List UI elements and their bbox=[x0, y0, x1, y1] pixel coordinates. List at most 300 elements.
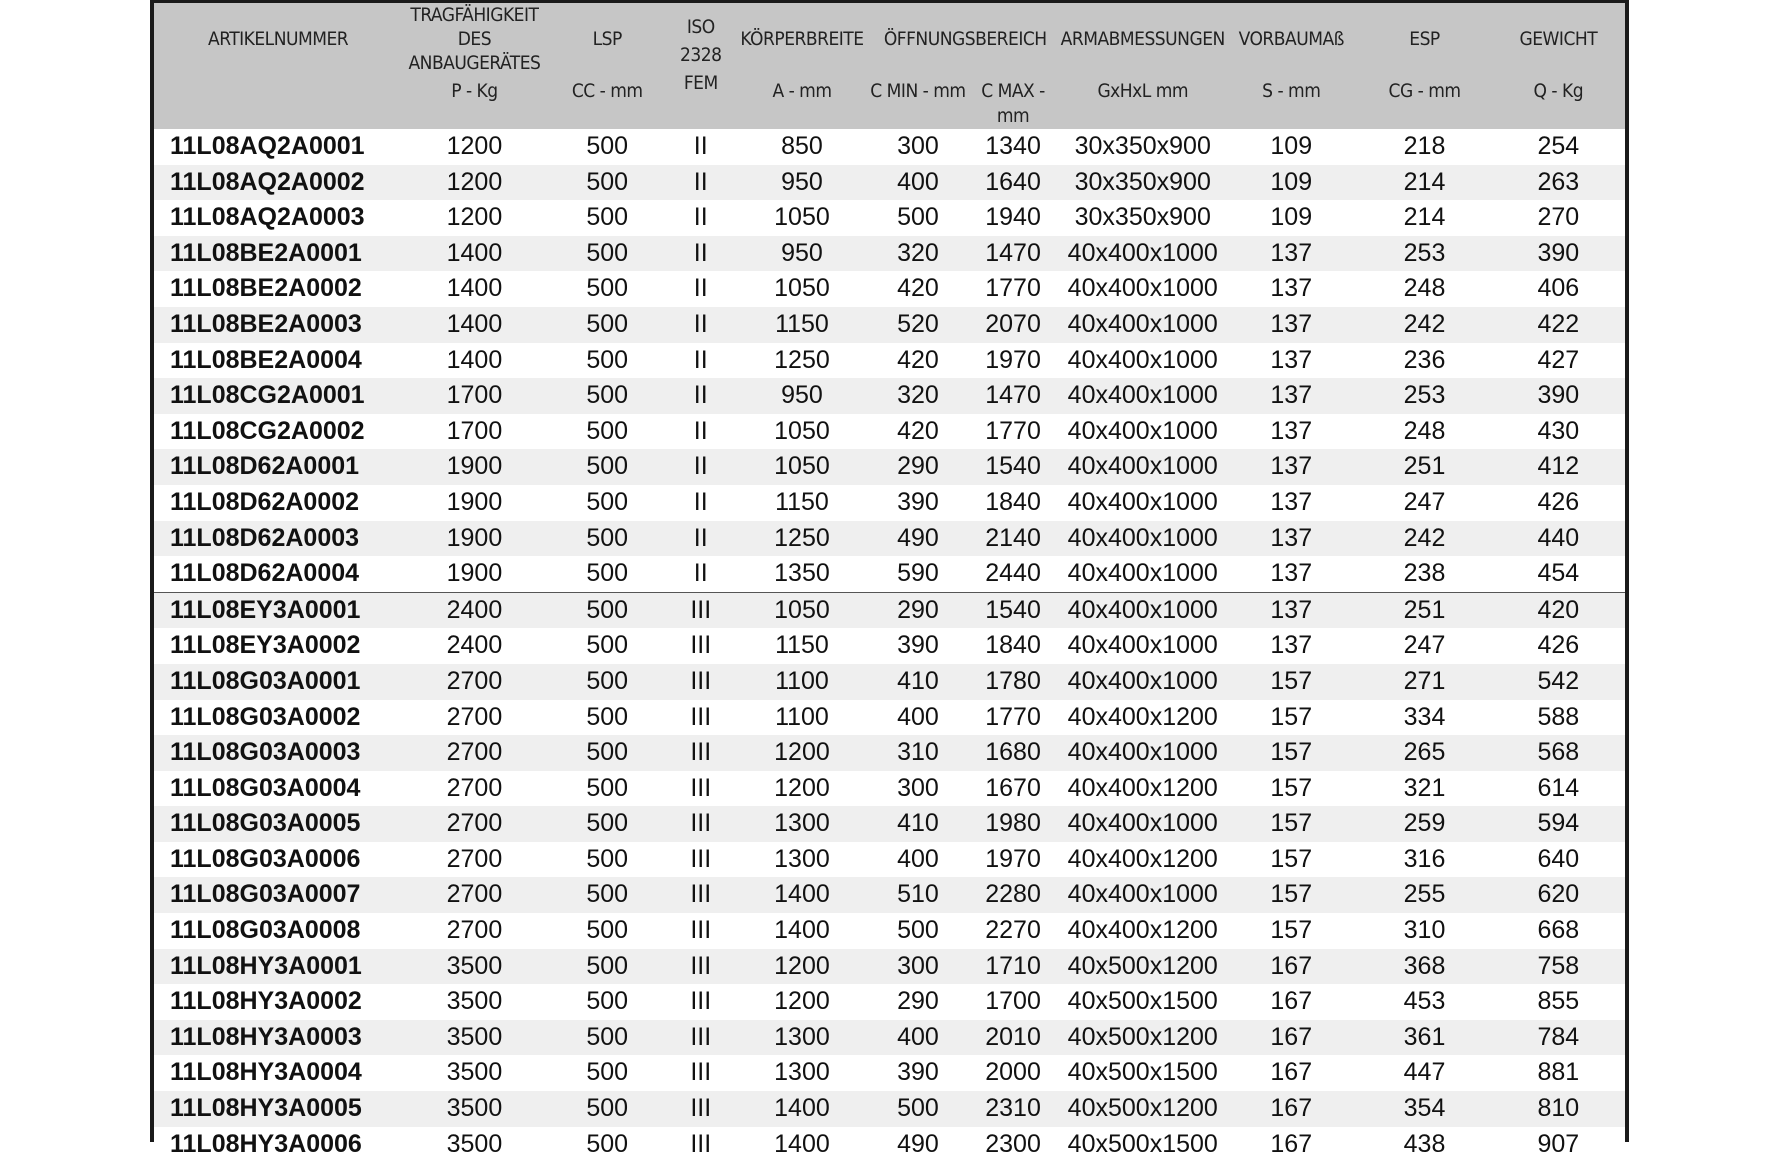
cell-tragfaehigkeit: 1700 bbox=[402, 378, 546, 414]
cell-esp: 334 bbox=[1357, 700, 1491, 736]
cell-koerperbreite: 1050 bbox=[734, 200, 870, 236]
cell-tragfaehigkeit: 3500 bbox=[402, 1127, 546, 1162]
cell-koerperbreite: 950 bbox=[734, 378, 870, 414]
cell-vorbaumass: 137 bbox=[1225, 485, 1357, 521]
table-row bbox=[154, 842, 1625, 878]
cell-iso: III bbox=[668, 1127, 734, 1162]
header-c-min-unit: C MIN - mm bbox=[870, 75, 966, 129]
header-oeffnungsbereich: ÖFFNUNGSBEREICH bbox=[870, 3, 1060, 75]
cell-esp: 361 bbox=[1357, 1020, 1491, 1056]
cell-c-min: 420 bbox=[870, 271, 966, 307]
cell-vorbaumass: 137 bbox=[1225, 236, 1357, 272]
cell-gewicht: 855 bbox=[1492, 984, 1625, 1020]
cell-lsp: 500 bbox=[547, 378, 668, 414]
cell-c-min: 590 bbox=[870, 556, 966, 592]
table-row bbox=[154, 735, 1625, 771]
cell-lsp: 500 bbox=[547, 806, 668, 842]
cell-iso: III bbox=[668, 1055, 734, 1091]
cell-c-max: 1770 bbox=[966, 700, 1061, 736]
cell-lsp: 500 bbox=[547, 307, 668, 343]
cell-artikelnummer: 11L08G03A0005 bbox=[154, 806, 402, 842]
cell-gewicht: 454 bbox=[1492, 556, 1625, 592]
cell-c-min: 390 bbox=[870, 1055, 966, 1091]
cell-c-min: 320 bbox=[870, 378, 966, 414]
cell-tragfaehigkeit: 2700 bbox=[402, 913, 546, 949]
cell-lsp: 500 bbox=[547, 129, 668, 165]
cell-artikelnummer: 11L08CG2A0001 bbox=[154, 378, 402, 414]
cell-koerperbreite: 1050 bbox=[734, 414, 870, 450]
cell-esp: 255 bbox=[1357, 877, 1491, 913]
cell-iso: III bbox=[668, 1091, 734, 1127]
cell-koerperbreite: 1100 bbox=[734, 700, 870, 736]
cell-c-max: 1640 bbox=[966, 165, 1061, 201]
cell-vorbaumass: 137 bbox=[1225, 378, 1357, 414]
cell-c-max: 1970 bbox=[966, 842, 1061, 878]
cell-armabmessungen: 40x400x1000 bbox=[1060, 521, 1225, 557]
table-row bbox=[154, 200, 1625, 236]
cell-esp: 218 bbox=[1357, 129, 1491, 165]
cell-lsp: 500 bbox=[547, 735, 668, 771]
cell-artikelnummer: 11L08G03A0002 bbox=[154, 700, 402, 736]
cell-armabmessungen: 40x500x1500 bbox=[1060, 984, 1225, 1020]
cell-tragfaehigkeit: 3500 bbox=[402, 949, 546, 985]
cell-iso: II bbox=[668, 165, 734, 201]
cell-esp: 251 bbox=[1357, 449, 1491, 485]
cell-gewicht: 568 bbox=[1492, 735, 1625, 771]
cell-koerperbreite: 1250 bbox=[734, 521, 870, 557]
cell-vorbaumass: 137 bbox=[1225, 307, 1357, 343]
cell-gewicht: 810 bbox=[1492, 1091, 1625, 1127]
cell-armabmessungen: 40x400x1000 bbox=[1060, 485, 1225, 521]
cell-gewicht: 406 bbox=[1492, 271, 1625, 307]
cell-c-max: 1540 bbox=[966, 592, 1061, 628]
cell-tragfaehigkeit: 1900 bbox=[402, 485, 546, 521]
table-row bbox=[154, 1020, 1625, 1056]
cell-iso: II bbox=[668, 378, 734, 414]
header-gewicht-unit: Q - Kg bbox=[1492, 75, 1625, 129]
cell-tragfaehigkeit: 3500 bbox=[402, 1055, 546, 1091]
cell-gewicht: 542 bbox=[1492, 664, 1625, 700]
cell-vorbaumass: 137 bbox=[1225, 414, 1357, 450]
header-gewicht: GEWICHT bbox=[1492, 3, 1625, 75]
cell-artikelnummer: 11L08G03A0007 bbox=[154, 877, 402, 913]
header-vorbaumass: VORBAUMAß bbox=[1225, 3, 1357, 75]
cell-koerperbreite: 1050 bbox=[734, 592, 870, 628]
cell-lsp: 500 bbox=[547, 877, 668, 913]
cell-c-min: 500 bbox=[870, 1091, 966, 1127]
cell-c-max: 2310 bbox=[966, 1091, 1061, 1127]
cell-koerperbreite: 1150 bbox=[734, 628, 870, 664]
cell-tragfaehigkeit: 2700 bbox=[402, 842, 546, 878]
cell-gewicht: 907 bbox=[1492, 1127, 1625, 1162]
cell-c-max: 1980 bbox=[966, 806, 1061, 842]
header-tragfaehigkeit-unit: P - Kg bbox=[402, 75, 546, 129]
cell-vorbaumass: 109 bbox=[1225, 200, 1357, 236]
cell-armabmessungen: 40x400x1000 bbox=[1060, 414, 1225, 450]
table-row bbox=[154, 485, 1625, 521]
cell-lsp: 500 bbox=[547, 165, 668, 201]
cell-esp: 310 bbox=[1357, 913, 1491, 949]
cell-vorbaumass: 167 bbox=[1225, 1091, 1357, 1127]
cell-armabmessungen: 40x400x1000 bbox=[1060, 449, 1225, 485]
cell-artikelnummer: 11L08G03A0004 bbox=[154, 771, 402, 807]
cell-iso: III bbox=[668, 806, 734, 842]
cell-armabmessungen: 40x400x1000 bbox=[1060, 664, 1225, 700]
cell-vorbaumass: 157 bbox=[1225, 842, 1357, 878]
cell-koerperbreite: 1250 bbox=[734, 343, 870, 379]
cell-esp: 238 bbox=[1357, 556, 1491, 592]
cell-artikelnummer: 11L08D62A0003 bbox=[154, 521, 402, 557]
cell-c-min: 510 bbox=[870, 877, 966, 913]
cell-gewicht: 758 bbox=[1492, 949, 1625, 985]
cell-iso: III bbox=[668, 842, 734, 878]
cell-esp: 321 bbox=[1357, 771, 1491, 807]
cell-armabmessungen: 40x400x1200 bbox=[1060, 771, 1225, 807]
cell-vorbaumass: 167 bbox=[1225, 1020, 1357, 1056]
cell-c-max: 1540 bbox=[966, 449, 1061, 485]
cell-vorbaumass: 157 bbox=[1225, 700, 1357, 736]
header-esp-unit: CG - mm bbox=[1357, 75, 1491, 129]
cell-iso: II bbox=[668, 200, 734, 236]
cell-c-min: 420 bbox=[870, 414, 966, 450]
cell-iso: III bbox=[668, 771, 734, 807]
cell-iso: III bbox=[668, 628, 734, 664]
cell-lsp: 500 bbox=[547, 664, 668, 700]
cell-artikelnummer: 11L08HY3A0005 bbox=[154, 1091, 402, 1127]
cell-c-min: 290 bbox=[870, 449, 966, 485]
cell-gewicht: 614 bbox=[1492, 771, 1625, 807]
cell-vorbaumass: 137 bbox=[1225, 449, 1357, 485]
cell-c-max: 2000 bbox=[966, 1055, 1061, 1091]
cell-c-min: 400 bbox=[870, 165, 966, 201]
cell-tragfaehigkeit: 1400 bbox=[402, 271, 546, 307]
cell-iso: II bbox=[668, 485, 734, 521]
cell-gewicht: 440 bbox=[1492, 521, 1625, 557]
cell-iso: II bbox=[668, 449, 734, 485]
cell-iso: III bbox=[668, 592, 734, 628]
cell-vorbaumass: 157 bbox=[1225, 877, 1357, 913]
header-tragfaehigkeit-line1: TRAGFÄHIGKEIT DES bbox=[410, 4, 539, 50]
cell-koerperbreite: 1100 bbox=[734, 664, 870, 700]
cell-lsp: 500 bbox=[547, 271, 668, 307]
cell-tragfaehigkeit: 1400 bbox=[402, 307, 546, 343]
table-row bbox=[154, 343, 1625, 379]
table-row bbox=[154, 556, 1625, 592]
cell-tragfaehigkeit: 1200 bbox=[402, 129, 546, 165]
cell-c-min: 490 bbox=[870, 1127, 966, 1162]
header-iso-line2: 2328 bbox=[680, 44, 722, 66]
cell-gewicht: 668 bbox=[1492, 913, 1625, 949]
cell-gewicht: 620 bbox=[1492, 877, 1625, 913]
table-row bbox=[154, 771, 1625, 807]
table-row bbox=[154, 628, 1625, 664]
cell-gewicht: 422 bbox=[1492, 307, 1625, 343]
header-iso-line1: ISO bbox=[686, 16, 715, 38]
table-row bbox=[154, 271, 1625, 307]
cell-lsp: 500 bbox=[547, 592, 668, 628]
header-armabmessungen-unit: GxHxL mm bbox=[1060, 75, 1225, 129]
cell-artikelnummer: 11L08G03A0008 bbox=[154, 913, 402, 949]
spec-table bbox=[154, 3, 1625, 1162]
cell-esp: 247 bbox=[1357, 628, 1491, 664]
cell-koerperbreite: 1300 bbox=[734, 842, 870, 878]
cell-armabmessungen: 40x400x1200 bbox=[1060, 842, 1225, 878]
cell-gewicht: 426 bbox=[1492, 485, 1625, 521]
cell-tragfaehigkeit: 1400 bbox=[402, 343, 546, 379]
cell-iso: III bbox=[668, 664, 734, 700]
cell-c-min: 300 bbox=[870, 129, 966, 165]
cell-c-max: 1670 bbox=[966, 771, 1061, 807]
cell-vorbaumass: 137 bbox=[1225, 592, 1357, 628]
cell-armabmessungen: 30x350x900 bbox=[1060, 165, 1225, 201]
cell-iso: III bbox=[668, 1020, 734, 1056]
cell-tragfaehigkeit: 2400 bbox=[402, 592, 546, 628]
cell-c-max: 2270 bbox=[966, 913, 1061, 949]
cell-koerperbreite: 1200 bbox=[734, 949, 870, 985]
cell-c-max: 1970 bbox=[966, 343, 1061, 379]
cell-koerperbreite: 1050 bbox=[734, 271, 870, 307]
cell-gewicht: 640 bbox=[1492, 842, 1625, 878]
cell-gewicht: 588 bbox=[1492, 700, 1625, 736]
cell-c-min: 390 bbox=[870, 485, 966, 521]
cell-tragfaehigkeit: 1900 bbox=[402, 449, 546, 485]
table-body bbox=[154, 129, 1625, 1162]
cell-gewicht: 430 bbox=[1492, 414, 1625, 450]
cell-gewicht: 390 bbox=[1492, 236, 1625, 272]
header-koerperbreite-unit: A - mm bbox=[734, 75, 870, 129]
cell-c-max: 2010 bbox=[966, 1020, 1061, 1056]
cell-armabmessungen: 40x500x1200 bbox=[1060, 1020, 1225, 1056]
cell-armabmessungen: 40x400x1000 bbox=[1060, 735, 1225, 771]
cell-lsp: 500 bbox=[547, 984, 668, 1020]
cell-armabmessungen: 40x500x1500 bbox=[1060, 1055, 1225, 1091]
cell-c-min: 420 bbox=[870, 343, 966, 379]
cell-esp: 354 bbox=[1357, 1091, 1491, 1127]
cell-c-min: 520 bbox=[870, 307, 966, 343]
header-tragfaehigkeit bbox=[402, 3, 546, 75]
cell-lsp: 500 bbox=[547, 485, 668, 521]
cell-artikelnummer: 11L08BE2A0002 bbox=[154, 271, 402, 307]
cell-esp: 265 bbox=[1357, 735, 1491, 771]
table-row bbox=[154, 700, 1625, 736]
cell-gewicht: 426 bbox=[1492, 628, 1625, 664]
cell-koerperbreite: 950 bbox=[734, 236, 870, 272]
header-esp: ESP bbox=[1357, 3, 1491, 75]
cell-tragfaehigkeit: 2700 bbox=[402, 664, 546, 700]
table-row bbox=[154, 129, 1625, 165]
cell-c-min: 400 bbox=[870, 700, 966, 736]
cell-koerperbreite: 950 bbox=[734, 165, 870, 201]
cell-lsp: 500 bbox=[547, 628, 668, 664]
cell-tragfaehigkeit: 1200 bbox=[402, 165, 546, 201]
cell-lsp: 500 bbox=[547, 1020, 668, 1056]
cell-artikelnummer: 11L08D62A0002 bbox=[154, 485, 402, 521]
cell-esp: 368 bbox=[1357, 949, 1491, 985]
cell-armabmessungen: 40x500x1200 bbox=[1060, 1091, 1225, 1127]
cell-iso: III bbox=[668, 949, 734, 985]
cell-gewicht: 881 bbox=[1492, 1055, 1625, 1091]
cell-artikelnummer: 11L08EY3A0002 bbox=[154, 628, 402, 664]
cell-vorbaumass: 167 bbox=[1225, 1127, 1357, 1162]
cell-iso: II bbox=[668, 271, 734, 307]
cell-esp: 453 bbox=[1357, 984, 1491, 1020]
cell-lsp: 500 bbox=[547, 949, 668, 985]
table-row bbox=[154, 1127, 1625, 1162]
cell-gewicht: 784 bbox=[1492, 1020, 1625, 1056]
cell-koerperbreite: 1400 bbox=[734, 877, 870, 913]
header-artikelnummer: ARTIKELNUMMER bbox=[154, 3, 402, 75]
cell-lsp: 500 bbox=[547, 1055, 668, 1091]
cell-c-min: 300 bbox=[870, 949, 966, 985]
cell-armabmessungen: 40x400x1000 bbox=[1060, 592, 1225, 628]
cell-vorbaumass: 137 bbox=[1225, 628, 1357, 664]
cell-vorbaumass: 137 bbox=[1225, 343, 1357, 379]
cell-iso: II bbox=[668, 343, 734, 379]
cell-vorbaumass: 167 bbox=[1225, 1055, 1357, 1091]
cell-vorbaumass: 137 bbox=[1225, 556, 1357, 592]
cell-artikelnummer: 11L08AQ2A0002 bbox=[154, 165, 402, 201]
cell-iso: II bbox=[668, 307, 734, 343]
cell-esp: 316 bbox=[1357, 842, 1491, 878]
cell-koerperbreite: 1300 bbox=[734, 806, 870, 842]
cell-c-max: 1840 bbox=[966, 628, 1061, 664]
cell-armabmessungen: 40x500x1200 bbox=[1060, 949, 1225, 985]
cell-koerperbreite: 1350 bbox=[734, 556, 870, 592]
cell-lsp: 500 bbox=[547, 236, 668, 272]
cell-esp: 214 bbox=[1357, 165, 1491, 201]
cell-armabmessungen: 40x400x1000 bbox=[1060, 628, 1225, 664]
cell-lsp: 500 bbox=[547, 449, 668, 485]
table-row bbox=[154, 984, 1625, 1020]
cell-armabmessungen: 40x400x1200 bbox=[1060, 700, 1225, 736]
cell-iso: III bbox=[668, 877, 734, 913]
cell-iso: II bbox=[668, 414, 734, 450]
cell-esp: 251 bbox=[1357, 592, 1491, 628]
table-row bbox=[154, 165, 1625, 201]
cell-tragfaehigkeit: 2700 bbox=[402, 735, 546, 771]
cell-tragfaehigkeit: 2700 bbox=[402, 700, 546, 736]
cell-c-max: 1470 bbox=[966, 236, 1061, 272]
cell-artikelnummer: 11L08HY3A0002 bbox=[154, 984, 402, 1020]
cell-c-max: 1340 bbox=[966, 129, 1061, 165]
cell-iso: III bbox=[668, 984, 734, 1020]
header-tragfaehigkeit-line2: ANBAUGERÄTES bbox=[408, 52, 541, 74]
cell-c-max: 1940 bbox=[966, 200, 1061, 236]
cell-iso: III bbox=[668, 735, 734, 771]
cell-tragfaehigkeit: 3500 bbox=[402, 984, 546, 1020]
cell-koerperbreite: 1400 bbox=[734, 1127, 870, 1162]
cell-iso: III bbox=[668, 700, 734, 736]
cell-tragfaehigkeit: 1900 bbox=[402, 521, 546, 557]
cell-c-min: 500 bbox=[870, 913, 966, 949]
cell-artikelnummer: 11L08AQ2A0001 bbox=[154, 129, 402, 165]
cell-tragfaehigkeit: 3500 bbox=[402, 1091, 546, 1127]
cell-tragfaehigkeit: 2700 bbox=[402, 877, 546, 913]
table-row bbox=[154, 592, 1625, 628]
cell-c-min: 400 bbox=[870, 842, 966, 878]
table-row bbox=[154, 949, 1625, 985]
cell-artikelnummer: 11L08HY3A0006 bbox=[154, 1127, 402, 1162]
cell-tragfaehigkeit: 2400 bbox=[402, 628, 546, 664]
cell-tragfaehigkeit: 1900 bbox=[402, 556, 546, 592]
cell-koerperbreite: 1150 bbox=[734, 307, 870, 343]
cell-lsp: 500 bbox=[547, 1127, 668, 1162]
cell-c-min: 300 bbox=[870, 771, 966, 807]
table-row bbox=[154, 521, 1625, 557]
table-row bbox=[154, 1055, 1625, 1091]
cell-esp: 248 bbox=[1357, 271, 1491, 307]
cell-c-max: 1770 bbox=[966, 271, 1061, 307]
cell-esp: 253 bbox=[1357, 236, 1491, 272]
cell-armabmessungen: 40x400x1000 bbox=[1060, 806, 1225, 842]
cell-esp: 438 bbox=[1357, 1127, 1491, 1162]
cell-vorbaumass: 109 bbox=[1225, 129, 1357, 165]
cell-iso: III bbox=[668, 913, 734, 949]
cell-vorbaumass: 157 bbox=[1225, 771, 1357, 807]
cell-koerperbreite: 1300 bbox=[734, 1020, 870, 1056]
header-lsp: LSP bbox=[547, 3, 668, 75]
cell-iso: II bbox=[668, 129, 734, 165]
cell-armabmessungen: 40x400x1000 bbox=[1060, 556, 1225, 592]
header-iso bbox=[668, 3, 734, 129]
cell-vorbaumass: 167 bbox=[1225, 984, 1357, 1020]
cell-esp: 214 bbox=[1357, 200, 1491, 236]
cell-artikelnummer: 11L08CG2A0002 bbox=[154, 414, 402, 450]
cell-lsp: 500 bbox=[547, 556, 668, 592]
cell-koerperbreite: 1050 bbox=[734, 449, 870, 485]
cell-c-max: 1710 bbox=[966, 949, 1061, 985]
cell-gewicht: 427 bbox=[1492, 343, 1625, 379]
header-vorbaumass-unit: S - mm bbox=[1225, 75, 1357, 129]
cell-armabmessungen: 40x400x1000 bbox=[1060, 307, 1225, 343]
cell-artikelnummer: 11L08G03A0001 bbox=[154, 664, 402, 700]
cell-gewicht: 390 bbox=[1492, 378, 1625, 414]
cell-tragfaehigkeit: 1700 bbox=[402, 414, 546, 450]
cell-lsp: 500 bbox=[547, 700, 668, 736]
cell-lsp: 500 bbox=[547, 343, 668, 379]
cell-lsp: 500 bbox=[547, 1091, 668, 1127]
cell-c-max: 2300 bbox=[966, 1127, 1061, 1162]
cell-vorbaumass: 157 bbox=[1225, 913, 1357, 949]
cell-vorbaumass: 167 bbox=[1225, 949, 1357, 985]
cell-koerperbreite: 1400 bbox=[734, 913, 870, 949]
cell-iso: II bbox=[668, 236, 734, 272]
cell-c-max: 1700 bbox=[966, 984, 1061, 1020]
cell-vorbaumass: 157 bbox=[1225, 664, 1357, 700]
cell-tragfaehigkeit: 2700 bbox=[402, 771, 546, 807]
cell-artikelnummer: 11L08G03A0006 bbox=[154, 842, 402, 878]
cell-lsp: 500 bbox=[547, 521, 668, 557]
cell-gewicht: 594 bbox=[1492, 806, 1625, 842]
cell-koerperbreite: 1200 bbox=[734, 984, 870, 1020]
cell-armabmessungen: 40x500x1500 bbox=[1060, 1127, 1225, 1162]
cell-c-min: 410 bbox=[870, 806, 966, 842]
cell-c-max: 2070 bbox=[966, 307, 1061, 343]
cell-artikelnummer: 11L08BE2A0001 bbox=[154, 236, 402, 272]
cell-gewicht: 254 bbox=[1492, 129, 1625, 165]
cell-c-max: 2140 bbox=[966, 521, 1061, 557]
cell-artikelnummer: 11L08G03A0003 bbox=[154, 735, 402, 771]
cell-tragfaehigkeit: 1400 bbox=[402, 236, 546, 272]
cell-c-max: 2280 bbox=[966, 877, 1061, 913]
header-armabmessungen: ARMABMESSUNGEN bbox=[1060, 3, 1225, 75]
table-row bbox=[154, 414, 1625, 450]
header-artikelnummer-unit bbox=[154, 75, 402, 129]
cell-gewicht: 270 bbox=[1492, 200, 1625, 236]
cell-vorbaumass: 157 bbox=[1225, 735, 1357, 771]
cell-artikelnummer: 11L08BE2A0004 bbox=[154, 343, 402, 379]
cell-c-min: 320 bbox=[870, 236, 966, 272]
